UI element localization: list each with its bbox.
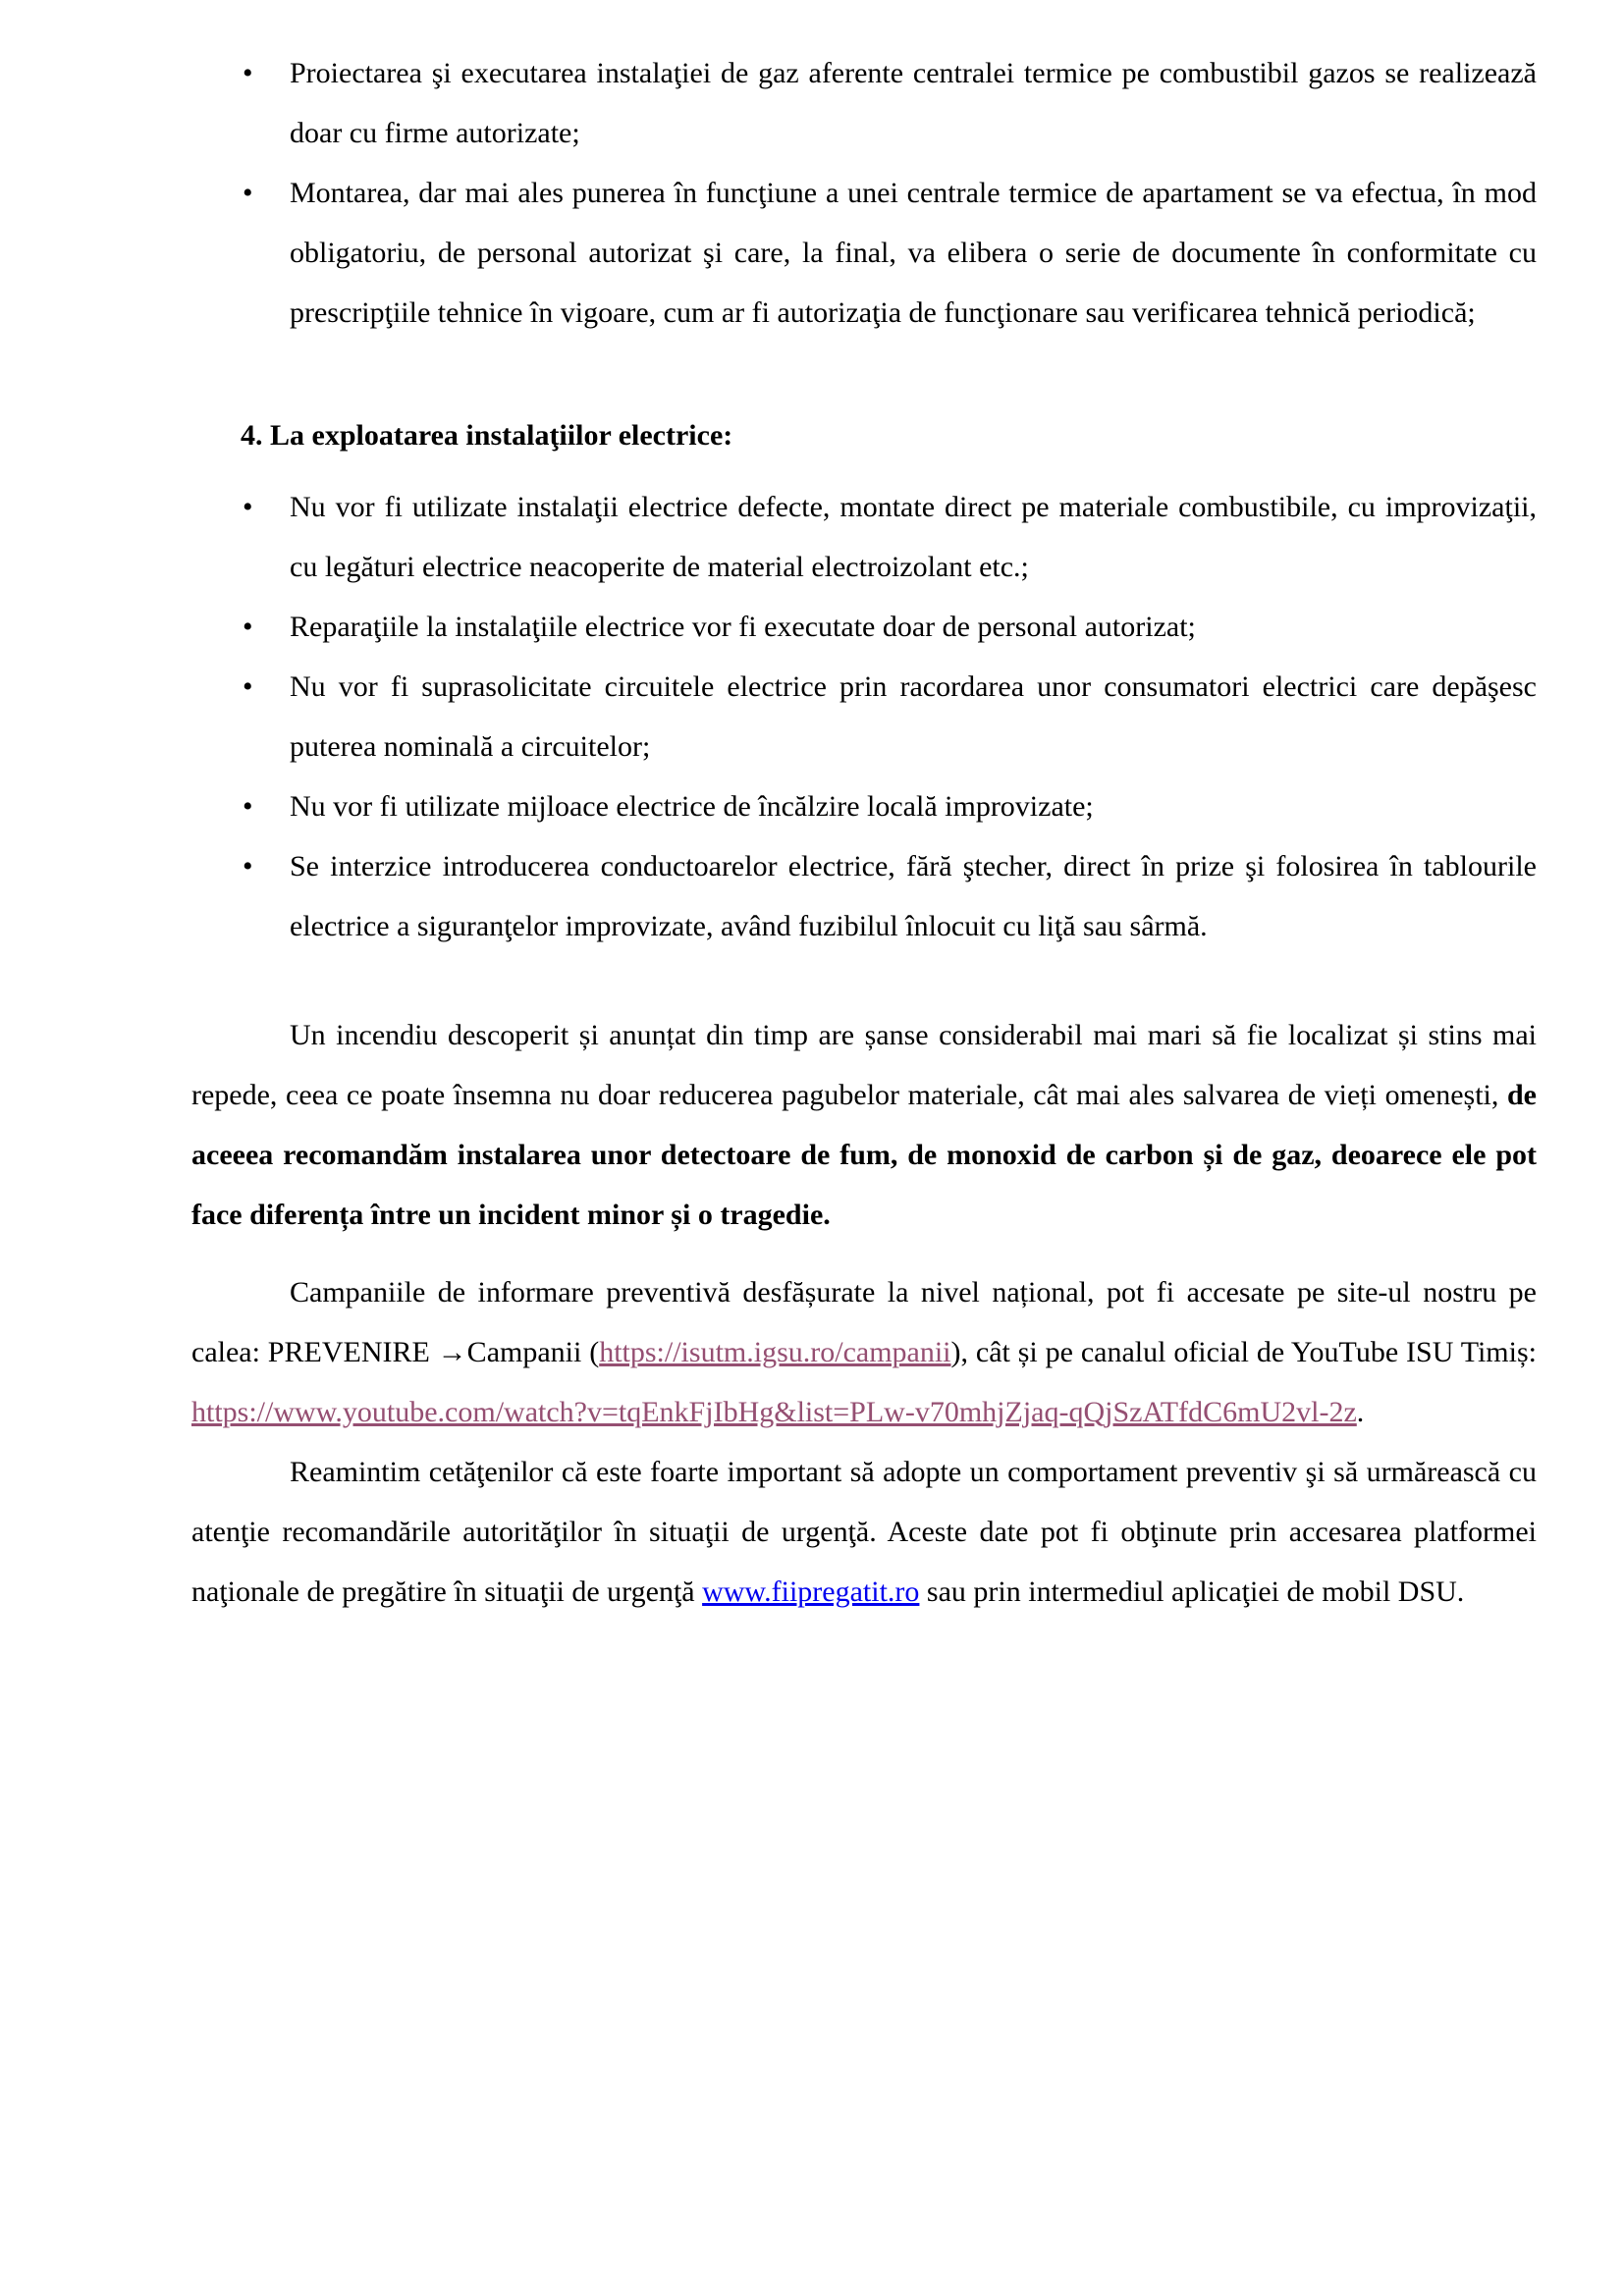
- paragraph-text: Reamintim cetăţenilor că este foarte important să adopte un comportament preventiv şi să urmărească cu atenţie recomandările autorităţilor în situaţii de urgenţă. Aceste date pot fi obţinute prin accesarea platformei naţionale de pregătire în situaţii de urgenţă: [191, 1456, 1537, 1608]
- paragraph-text: sau prin intermediul aplicaţiei de mobil DSU.: [919, 1575, 1465, 1608]
- paragraph-text: Campaniile de informare preventivă desfășurate la nivel național, pot fi accesate pe site-ul nostru pe calea: PREVENIRE →Campanii (: [191, 1276, 1537, 1368]
- campaigns-page-link[interactable]: https://isutm.igsu.ro/campanii: [599, 1336, 951, 1368]
- list-item: [191, 776, 1537, 836]
- section-heading: 4. La exploatarea instalaţiilor electrice:: [241, 419, 733, 452]
- list-item-text: Proiectarea şi executarea instalaţiei de gaz aferente centralei termice pe combustibil gazos se realizează doar cu firme autorizate;: [290, 57, 1537, 149]
- list-item: [191, 477, 1537, 597]
- fiipregatit-link[interactable]: www.fiipregatit.ro: [702, 1575, 920, 1608]
- paragraph-fire-detection: [191, 1005, 1537, 1245]
- bullet-icon: •: [243, 790, 253, 823]
- list-item-text: Se interzice introducerea conductoarelor electrice, fără ştecher, direct în prize şi folosirea în tablourile electrice a siguranţelor improvizate, având fuzibilul înlocuit cu liţă sau sârmă.: [290, 850, 1537, 942]
- paragraph-text: .: [1356, 1396, 1365, 1428]
- list-item: [191, 163, 1537, 343]
- list-item-text: Nu vor fi utilizate mijloace electrice de încălzire locală improvizate;: [290, 790, 1094, 823]
- paragraph-text: ), cât și pe canalul oficial de YouTube ISU Timiș:: [950, 1336, 1537, 1368]
- bullet-icon: •: [243, 491, 253, 523]
- bullet-list-gas: [191, 43, 1537, 343]
- bullet-list-electric: [191, 477, 1537, 956]
- paragraph-text: Un incendiu descoperit și anunțat din timp are șanse considerabil mai mari să fie localizat și stins mai repede, ceea ce poate însemna nu doar reducerea pagubelor materiale, cât mai ales salvarea de vieți omenești,: [191, 1019, 1537, 1111]
- bullet-icon: •: [243, 611, 253, 643]
- list-item: [191, 43, 1537, 163]
- list-item: [191, 836, 1537, 956]
- youtube-channel-link[interactable]: https://www.youtube.com/watch?v=tqEnkFjIbHg&list=PLw-v70mhjZjaq-qQjSzATfdC6mU2vl-2z: [191, 1396, 1357, 1428]
- list-item-text: Nu vor fi suprasolicitate circuitele electrice prin racordarea unor consumatori electrici care depăşesc puterea nominală a circuitelor;: [290, 670, 1537, 763]
- paragraph-reminder: [191, 1442, 1537, 1622]
- list-item-text: Nu vor fi utilizate instalaţii electrice defecte, montate direct pe materiale combustibile, cu improvizaţii, cu legături electrice neacoperite de material electroizolant etc.;: [290, 491, 1537, 583]
- bullet-icon: •: [243, 57, 253, 89]
- paragraph-campaigns: [191, 1262, 1537, 1442]
- bullet-icon: •: [243, 670, 253, 703]
- list-item-text: Montarea, dar mai ales punerea în funcţiune a unei centrale termice de apartament se va efectua, în mod obligatoriu, de personal autorizat şi care, la final, va elibera o serie de documente în conformitate cu prescripţiile tehnice în vigoare, cum ar fi autorizaţia de funcţionare sau verificarea tehnică periodică;: [290, 177, 1537, 329]
- list-item-text: Reparaţiile la instalaţiile electrice vor fi executate doar de personal autorizat;: [290, 611, 1196, 643]
- list-item: [191, 597, 1537, 657]
- bold-text: de aceeea recomandăm instalarea unor detectoare de fum, de monoxid de carbon și de gaz, deoarece ele pot face diferența între un incident minor și o tragedie.: [191, 1079, 1537, 1231]
- list-item: [191, 657, 1537, 776]
- bullet-icon: •: [243, 850, 253, 882]
- bullet-icon: •: [243, 177, 253, 209]
